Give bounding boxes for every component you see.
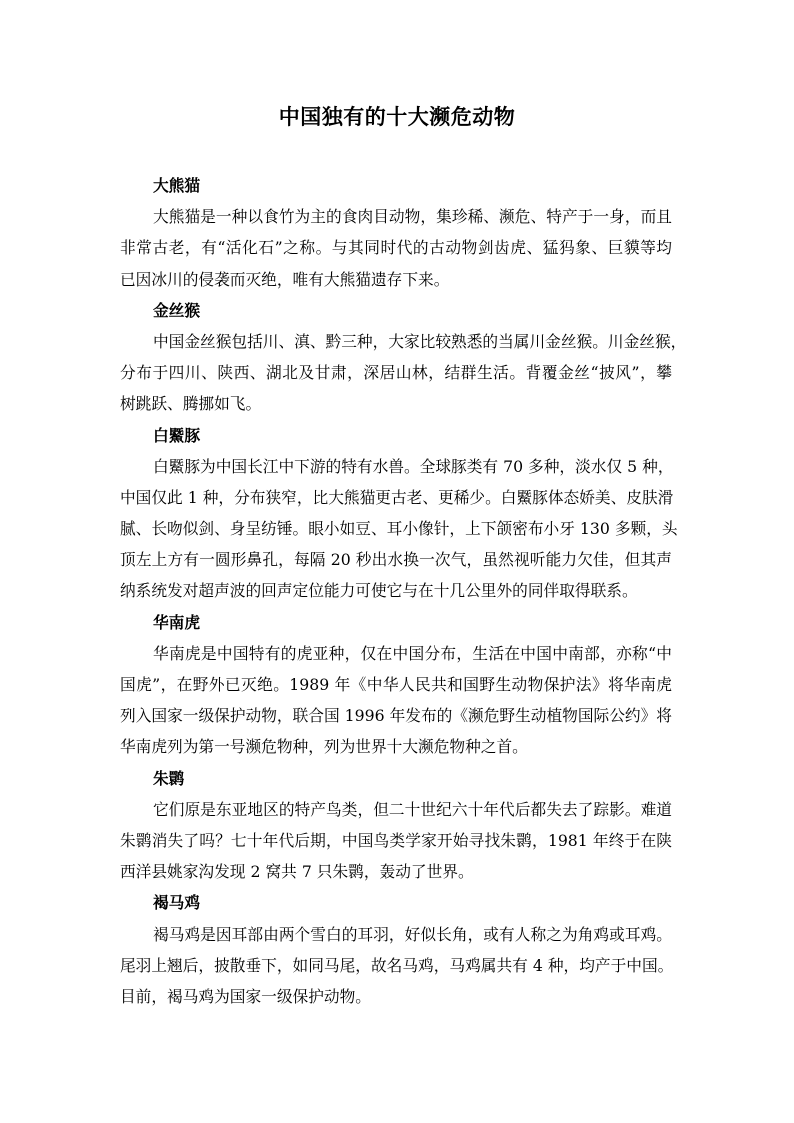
section-heading-brown-eared-pheasant: 褐马鸡 xyxy=(153,893,201,913)
paragraph-line: 大熊猫是一种以食竹为主的食肉目动物，集珍稀、濒危、特产于一身，而且 xyxy=(153,207,672,227)
section-heading-baiji: 白鱀豚 xyxy=(153,425,201,445)
paragraph-line: 华南虎列为第一号濒危物种，列为世界十大濒危物种之首。 xyxy=(120,737,528,757)
paragraph-line: 尾羽上翘后，披散垂下，如同马尾，故名马鸡，马鸡属共有 4 种，均产于中国。 xyxy=(120,955,674,975)
paragraph-line: 树跳跃、腾挪如飞。 xyxy=(120,394,262,414)
paragraph-line: 国虎”，在野外已灭绝。1989 年《中华人民共和国野生动物保护法》将华南虎 xyxy=(120,675,672,694)
document-title: 中国独有的十大濒危动物 xyxy=(278,104,516,129)
paragraph-line: 列入国家一级保护动物，联合国 1996 年发布的《濒危野生动植物国际公约》将 xyxy=(120,706,672,726)
paragraph-line: 它们原是东亚地区的特产鸟类，但二十世纪六十年代后都失去了踪影。难道 xyxy=(153,799,672,819)
document-body xyxy=(120,170,687,1012)
paragraph-line: 腻、长吻似剑、身呈纺锤。眼小如豆、耳小像针，上下颌密布小牙 130 多颗，头 xyxy=(120,519,678,539)
paragraph-line: 目前，褐马鸡为国家一级保护动物。 xyxy=(120,986,371,1006)
section-heading-golden-monkey: 金丝猴 xyxy=(153,300,201,320)
paragraph-line: 白鱀豚为中国长江中下游的特有水兽。全球豚类有 70 多种，淡水仅 5 种， xyxy=(153,456,674,476)
section-heading-giant-panda: 大熊猫 xyxy=(153,176,201,195)
paragraph-line: 已因冰川的侵袭而灭绝，唯有大熊猫遗存下来。 xyxy=(120,269,450,289)
paragraph-line: 分布于四川、陕西、湖北及甘肃，深居山林，结群生活。背覆金丝“披风”，攀 xyxy=(120,363,672,383)
paragraph-line: 中国金丝猴包括川、滇、黔三种，大家比较熟悉的当属川金丝猴。川金丝猴， xyxy=(153,331,687,351)
paragraph-line: 西洋县姚家沟发现 2 窝共 7 只朱鹮，轰动了世界。 xyxy=(120,862,474,882)
paragraph-line: 中国仅此 1 种，分布狭窄，比大熊猫更古老、更稀少。白鱀豚体态娇美、皮肤滑 xyxy=(120,487,674,507)
section-heading-south-china-tiger: 华南虎 xyxy=(153,612,201,632)
paragraph-line: 朱鹮消失了吗？七十年代后期，中国鸟类学家开始寻找朱鹮，1981 年终于在陕 xyxy=(120,830,672,850)
section-heading-crested-ibis: 朱鹮 xyxy=(153,768,185,788)
paragraph-line: 纳系统发对超声波的回声定位能力可使它与在十几公里外的同伴取得联系。 xyxy=(120,581,638,601)
paragraph-line: 华南虎是中国特有的虎亚种，仅在中国分布，生活在中国中南部，亦称“中 xyxy=(153,643,672,663)
paragraph-line: 褐马鸡是因耳部由两个雪白的耳羽，好似长角，或有人称之为角鸡或耳鸡。 xyxy=(153,924,672,944)
paragraph-line: 顶左上方有一圆形鼻孔，每隔 20 秒出水换一次气，虽然视听能力欠佳，但其声 xyxy=(120,550,672,570)
paragraph-line: 非常古老，有“活化石”之称。与其同时代的古动物剑齿虎、猛犸象、巨貘等均 xyxy=(120,238,672,258)
